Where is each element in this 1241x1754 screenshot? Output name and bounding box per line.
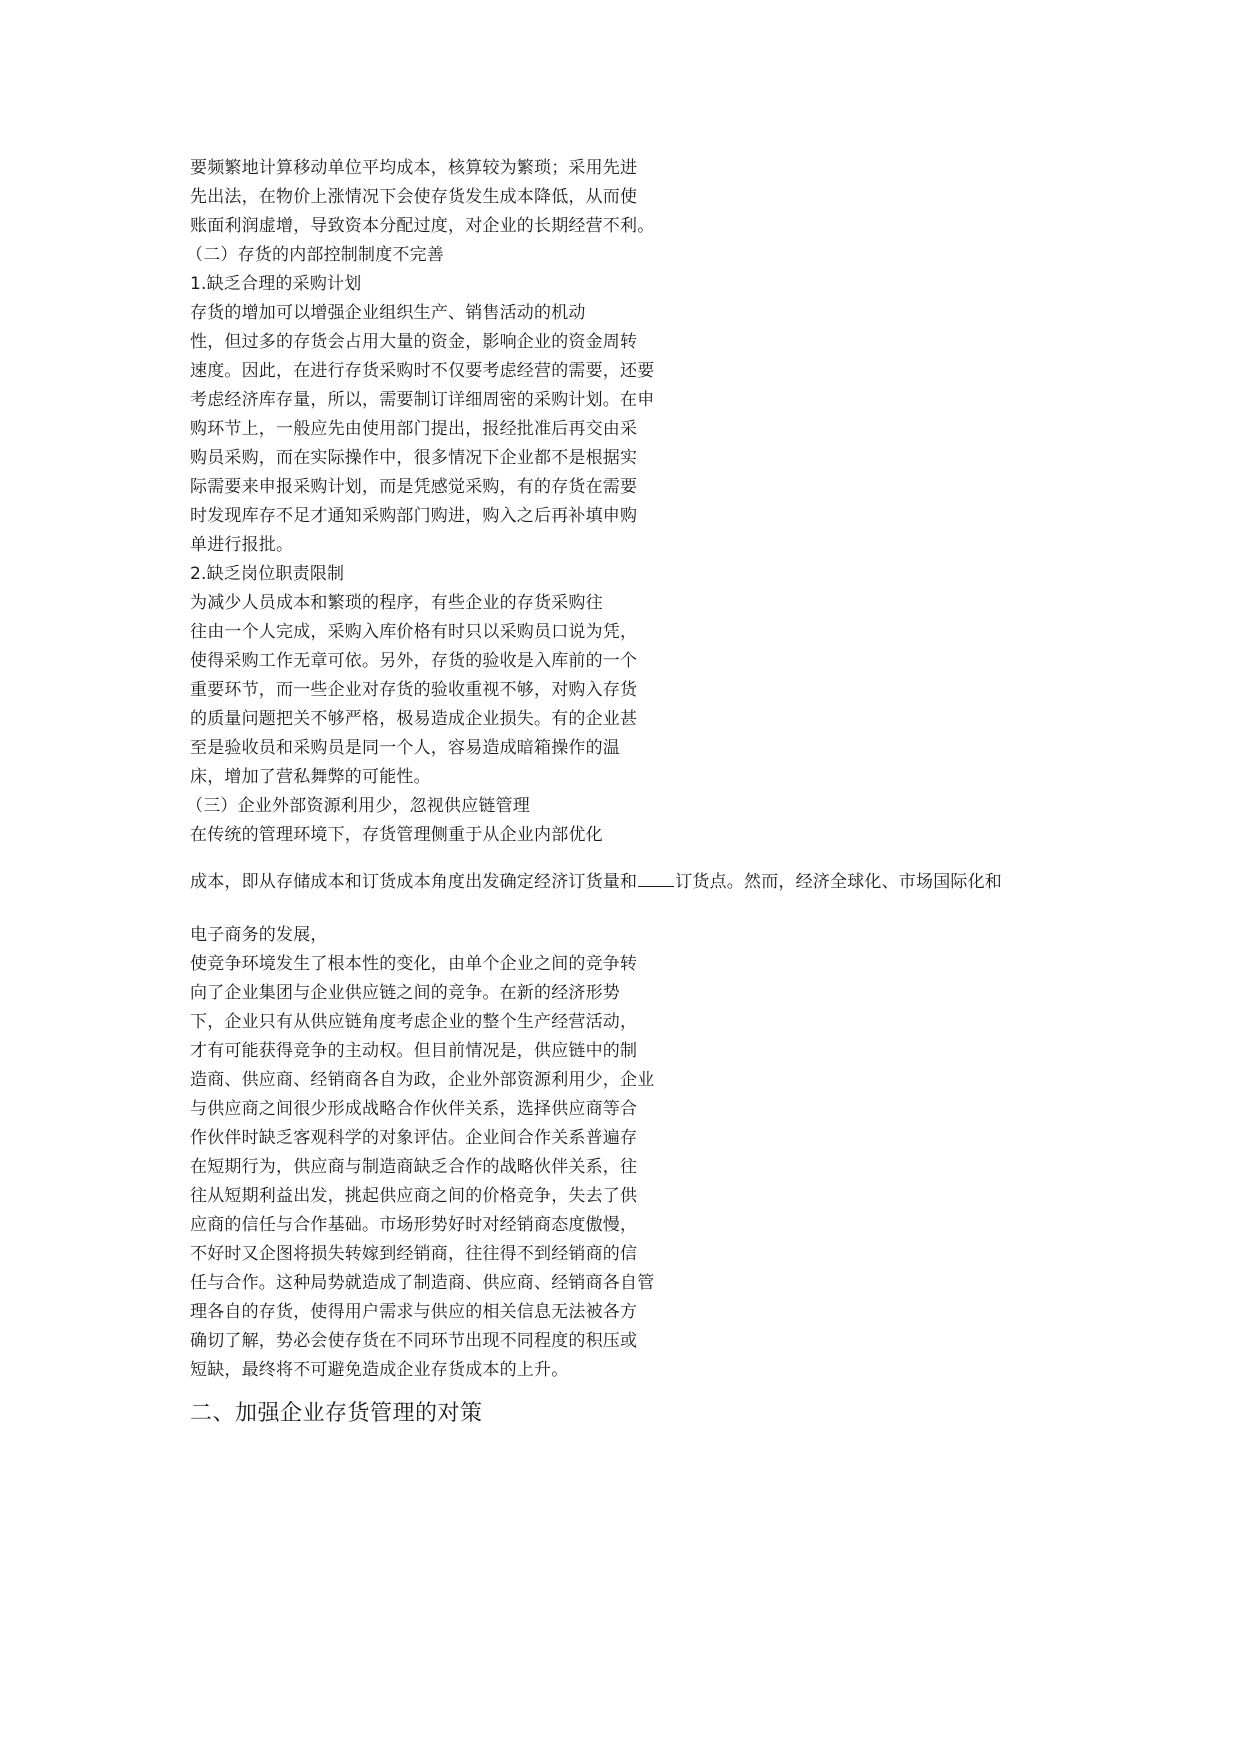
paragraph-line: 账面利润虚增，导致资本分配过度，对企业的长期经营不利。 [190, 216, 655, 236]
fill-in-blank [638, 870, 674, 887]
paragraph-line: 在传统的管理环境下，存货管理侧重于从企业内部优化 [190, 825, 603, 845]
paragraph-line: 不好时又企图将损失转嫁到经销商，往往得不到经销商的信 [190, 1244, 638, 1264]
paragraph-line: 重要环节，而一些企业对存货的验收重视不够，对购入存货 [190, 680, 638, 700]
paragraph-line: 造商、供应商、经销商各自为政，企业外部资源利用少，企业 [190, 1070, 655, 1090]
item-heading: 1.缺乏合理的采购计划 [190, 274, 362, 294]
paragraph-line: 电子商务的发展， [190, 925, 328, 945]
wide-line-after: 订货点。然而，经济全球化、市场国际化和 [675, 872, 1003, 892]
paragraph-line: 购员采购，而在实际操作中，很多情况下企业都不是根据实 [190, 448, 638, 468]
paragraph-line: 考虑经济库存量，所以，需要制订详细周密的采购计划。在申 [190, 390, 655, 410]
paragraph-line: 下，企业只有从供应链角度考虑企业的整个生产经营活动， [190, 1012, 638, 1032]
paragraph-line: 际需要来申报采购计划，而是凭感觉采购，有的存货在需要 [190, 477, 638, 497]
paragraph-line: 与供应商之间很少形成战略合作伙伴关系，选择供应商等合 [190, 1099, 638, 1119]
paragraph-line: 使竞争环境发生了根本性的变化，由单个企业之间的竞争转 [190, 954, 638, 974]
paragraph-line: 理各自的存货，使得用户需求与供应的相关信息无法被各方 [190, 1302, 638, 1322]
subsection-heading: （三）企业外部资源利用少，忽视供应链管理 [186, 796, 530, 816]
paragraph-line: 存货的增加可以增强企业组织生产、销售活动的机动 [190, 303, 586, 323]
paragraph-line: 时发现库存不足才通知采购部门购进，购入之后再补填申购 [190, 506, 638, 526]
subsection-heading: （二）存货的内部控制制度不完善 [186, 245, 444, 265]
paragraph-line: 要频繁地计算移动单位平均成本，核算较为繁琐；采用先进 [190, 158, 638, 178]
item-heading: 2.缺乏岗位职责限制 [190, 564, 345, 584]
paragraph-line: 往由一个人完成，采购入库价格有时只以采购员口说为凭， [190, 622, 638, 642]
paragraph-line: 床，增加了营私舞弊的可能性。 [190, 767, 431, 787]
paragraph-line: 速度。因此，在进行存货采购时不仅要考虑经营的需要，还要 [190, 361, 655, 381]
paragraph-line: 向了企业集团与企业供应链之间的竞争。在新的经济形势 [190, 983, 620, 1003]
section-heading: 二、加强企业存货管理的对策 [190, 1401, 483, 1426]
wide-paragraph-line [190, 870, 1002, 893]
paragraph-line: 购环节上，一般应先由使用部门提出，报经批准后再交由采 [190, 419, 638, 439]
paragraph-line: 才有可能获得竞争的主动权。但目前情况是，供应链中的制 [190, 1041, 638, 1061]
paragraph-line: 至是验收员和采购员是同一个人，容易造成暗箱操作的温 [190, 738, 620, 758]
paragraph-line: 在短期行为，供应商与制造商缺乏合作的战略伙伴关系，往 [190, 1157, 638, 1177]
paragraph-line: 单进行报批。 [190, 535, 294, 555]
paragraph-line: 作伙伴时缺乏客观科学的对象评估。企业间合作关系普遍存 [190, 1128, 638, 1148]
paragraph-line: 应商的信任与合作基础。市场形势好时对经销商态度傲慢， [190, 1215, 638, 1235]
paragraph-line: 往从短期利益出发，挑起供应商之间的价格竞争，失去了供 [190, 1186, 638, 1206]
paragraph-line: 为减少人员成本和繁琐的程序，有些企业的存货采购往 [190, 593, 603, 613]
wide-line-before: 成本，即从存储成本和订货成本角度出发确定经济订货量和 [190, 872, 638, 892]
paragraph-line: 先出法，在物价上涨情况下会使存货发生成本降低，从而使 [190, 187, 638, 207]
paragraph-line: 短缺，最终将不可避免造成企业存货成本的上升。 [190, 1360, 569, 1380]
paragraph-line: 使得采购工作无章可依。另外，存货的验收是入库前的一个 [190, 651, 638, 671]
paragraph-line: 任与合作。这种局势就造成了制造商、供应商、经销商各自管 [190, 1273, 655, 1293]
paragraph-line: 确切了解，势必会使存货在不同环节出现不同程度的积压或 [190, 1331, 638, 1351]
paragraph-line: 性，但过多的存货会占用大量的资金，影响企业的资金周转 [190, 332, 638, 352]
paragraph-line: 的质量问题把关不够严格，极易造成企业损失。有的企业甚 [190, 709, 638, 729]
